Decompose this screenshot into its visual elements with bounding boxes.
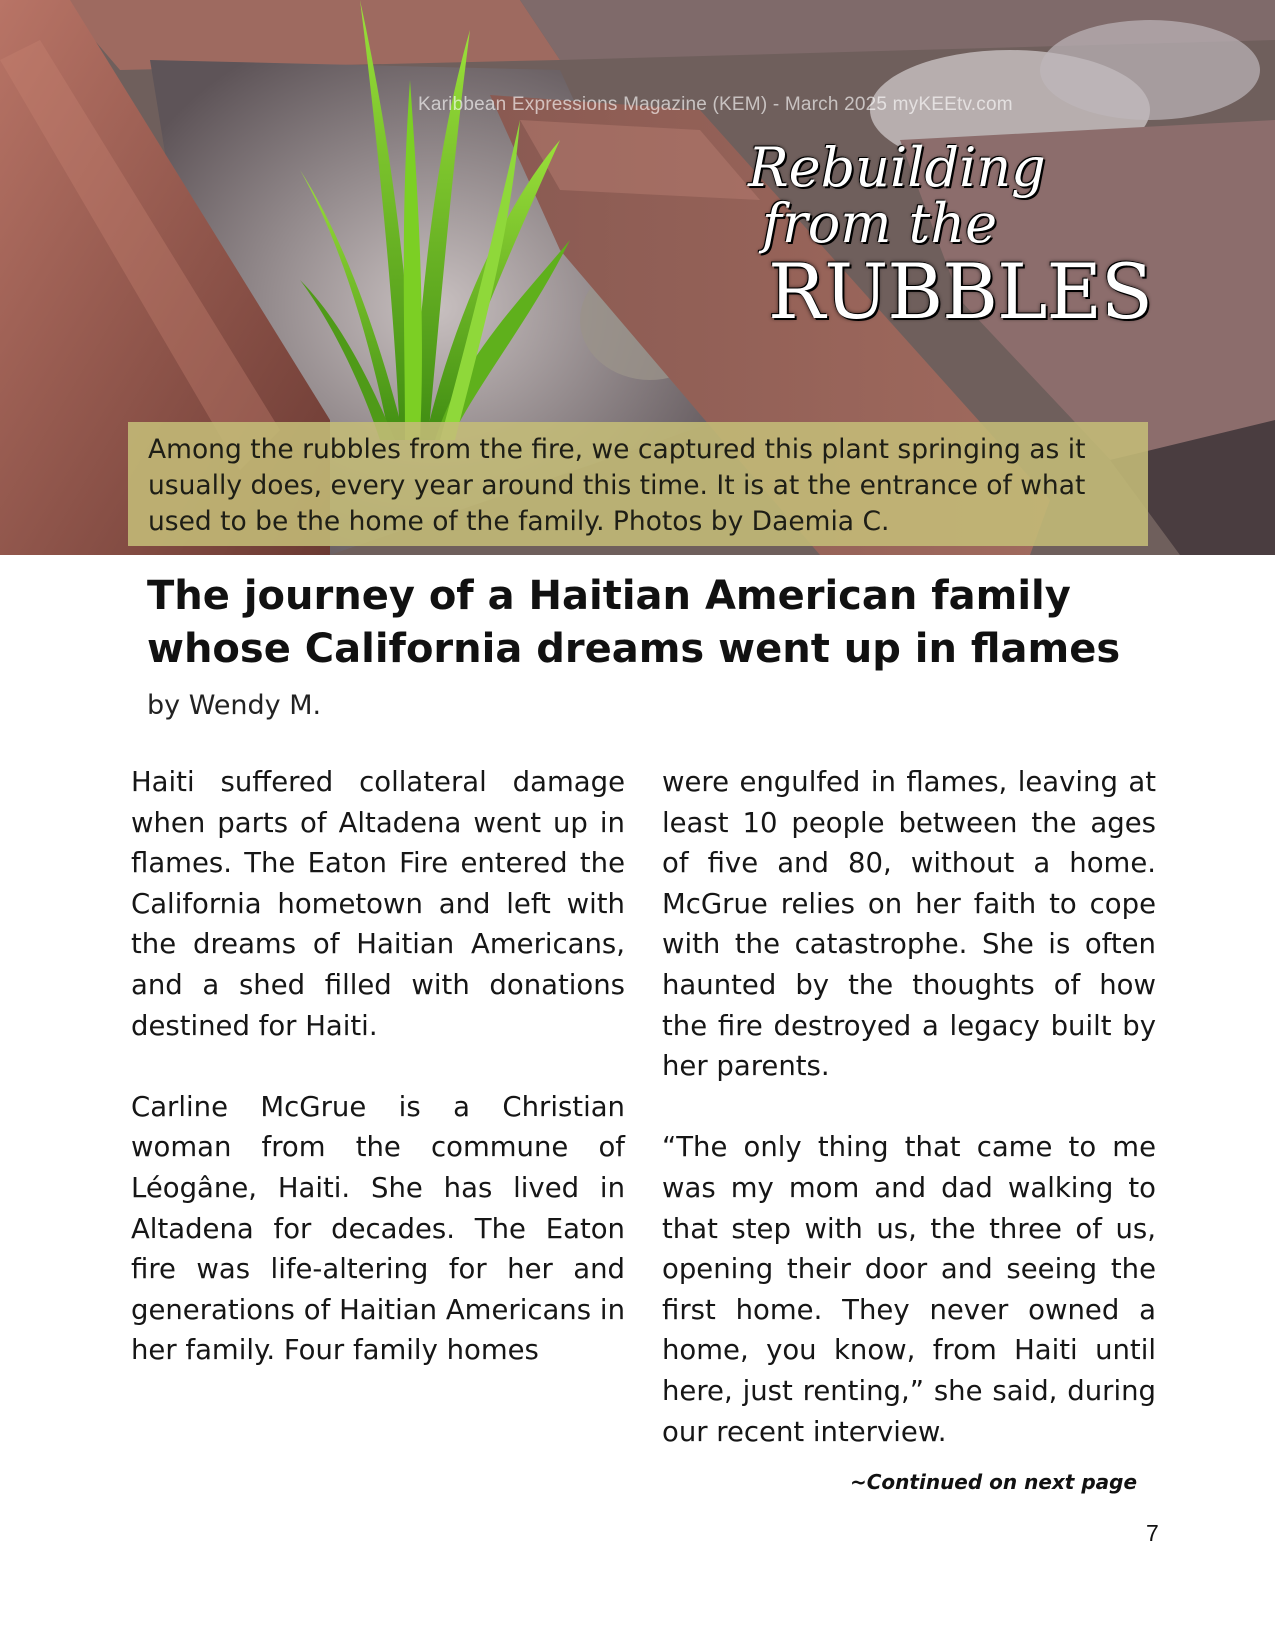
paragraph: were engulfed in flames, leaving at least 10 people between the ages of five and 80, without a home. McGrue relies on her faith to cope with the catastrophe. She is often haunted by the thoughts of how the fire destroyed a legacy built by her parents. — [662, 766, 1156, 1083]
logo-line-3: RUBBLES — [768, 247, 1152, 336]
byline: by Wendy M. — [147, 690, 322, 721]
paragraph: Haiti suffered collateral damage when parts of Altadena went up in flames. The Eaton Fire entered the California hometown and left with the dreams of Haitian Americans, and a shed filled with donations destined for Haiti. — [131, 766, 625, 1042]
page-number: 7 — [1146, 1520, 1159, 1546]
logo-line-2: from the — [762, 192, 998, 255]
photo-caption: Among the rubbles from the fire, we captured this plant springing as it usually does, every year around this time. It is at the entrance of what used to be the home of the family. Photos by Daemia C. — [148, 434, 1086, 537]
paragraph: “The only thing that came to me was my mom and dad walking to that step with us, the three of us, opening their door and seeing the first home. They never owned a home, you know, from Haiti until here, just renting,” she said, during our recent interview. — [662, 1131, 1156, 1448]
article-column-left — [131, 762, 625, 1371]
hero-photo — [0, 0, 1275, 555]
continued-note: ~Continued on next page — [850, 1470, 1138, 1494]
article-headline: The journey of a Haitian American family whose California dreams went up in flames — [147, 573, 1121, 672]
masthead-text: Karibbean Expressions Magazine (KEM) - March 2025 myKEEtv.com — [418, 94, 1013, 115]
paragraph: Carline McGrue is a Christian woman from the commune of Léogâne, Haiti. She has lived in Altadena for decades. The Eaton fire was life-altering for her and generations of Haitian Americans in her family. Four family homes — [131, 1090, 625, 1367]
feature-logo — [748, 136, 1152, 360]
logo-line-1: Rebuilding — [748, 136, 1046, 199]
photo-caption-box — [128, 422, 1148, 546]
article-column-right — [662, 762, 1156, 1452]
